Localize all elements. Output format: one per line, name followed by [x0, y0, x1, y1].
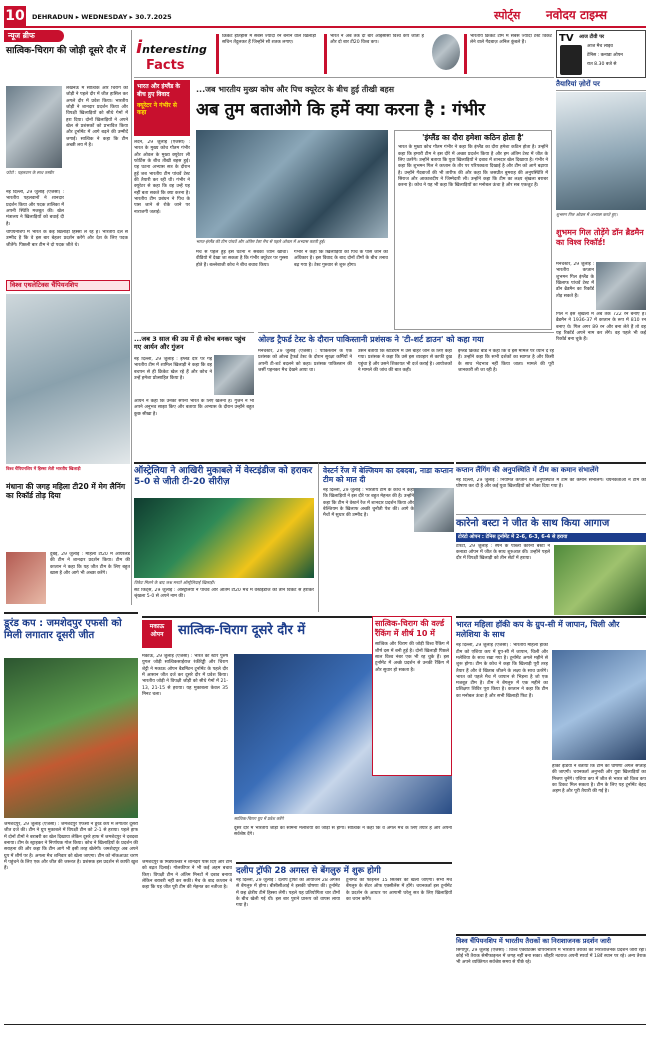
quote-text: 'इंग्लैंड का दौरा हमेशा कठिन होता है': [422, 133, 524, 142]
lead-photo: [196, 130, 388, 238]
edition-line: DEHRADUN ▸ WEDNESDAY ▸ 30.7.2025: [32, 13, 172, 21]
carino-headline: कारेनो बस्टा ने जीत के साथ किया आगाज: [456, 518, 610, 529]
ticker-text: विश्व एथलेटिक्स चैंपियनशिप: [10, 281, 78, 289]
pak-story: [258, 332, 554, 458]
lead-side-1: भारत और इंग्लैंड के बीच हुए विवाद: [137, 83, 181, 98]
quote-box: [394, 130, 552, 330]
tv-row-3: रात 8.30 बजे से: [587, 62, 617, 67]
women-text-2: हॉकी इंडिया ने बताया कि टीम की घोषणा अगले सप्ताह की जाएगी। चयनकर्ता अनुभवी और युवा खिलाड़ियों का मिश्रण चुनेंगे। एशिया कप में जीत से भारत को विश्व कप का टिकट मिल सकता है। टीम के लिए यह टूर्नामेंट बेहद अहम है और पूरी तैयारी की गई है।: [552, 764, 646, 795]
football-text-2: जमशेदपुर के मिडफील्डर ने शानदार पास दिए और टीम को बढ़त दिलाई। गोलकीपर ने भी कई अहम बचाव किए। विपक्षी टीम ने अंतिम मिनटों में दबाव बनाया लेकिन बराबरी नहीं कर सकी। मैच के बाद कप्तान ने कहा कि यह जीत पूरी टीम की मेहनत का नतीजा है।: [142, 860, 232, 891]
player-photo: [6, 552, 46, 604]
women-story: [456, 616, 646, 932]
fact-photo: [432, 34, 460, 70]
facts-title-2: Facts: [146, 57, 185, 73]
brand-logo: नवोदय टाइम्स: [546, 8, 608, 22]
satwik-badge-1: मकाऊ: [149, 623, 165, 630]
brief-headline-3: मंधाना की जगह महिला टी20 में मेग लैनिंग का रिकॉर्ड तोड़ दिया: [6, 482, 126, 500]
lead-headline: [196, 96, 552, 124]
lead-photo-caption: भारत-इंग्लैंड की टीम पांचवें और अंतिम टेस्ट मैच से पहले ओवल में अभ्यास करती हुई।: [196, 239, 326, 244]
satwik-sub: सात्विक-चिराग ग्रुप में प्रवेश करेंगे: [234, 816, 284, 821]
pak-headline: ओल्ड ट्रैफर्ड टेस्ट के दौरान पाकिस्तानी प्रशंसक ने 'टी-शर्ट डाउन' को कहा गया: [258, 335, 484, 344]
duleep-story: [142, 860, 452, 1022]
women-text: नई दिल्ली, 29 जुलाई (एजेंसी) : भारतीय महिला हॉकी टीम को एशिया कप में ग्रुप-सी में जापान, चिली और मलेशिया के साथ रखा गया है। टूर्नामेंट अगले महीने से शुरू होगा। टीम के कोच ने कहा कि खिलाड़ी पूरी तरह तैयार हैं और वे खिताब जीतने के लक्ष्य के साथ उतरेंगे। भारत को पहले मैच में जापान से भिड़ना है जो एक मजबूत टीम है। टीम ने बेंगलुरु में एक महीने का प्रशिक्षण शिविर पूरा किया है। कप्तान ने कहा कि टीम का मनोबल ऊंचा है और सभी खिलाड़ी फिट हैं।: [456, 643, 548, 699]
fact-1: क्रिकेट इतिहास में सबसे ज्यादा रन बनाने वाले खिलाड़ी सचिन तेंदुलकर हैं जिन्होंने सौ शतक लगाए।: [216, 34, 316, 74]
pak-text-1: मैनचेस्टर, 29 जुलाई (एजेंसी) : पाकिस्तान के एक प्रशंसक को ओल्ड ट्रैफर्ड टेस्ट के दौरान सुरक्षा कर्मियों ने अपनी टी-शर्ट बदलने को कहा। प्रशंसक पाकिस्तान की जर्सी पहनकर मैच देखने आया था।: [258, 349, 352, 373]
athlete-caption: विश्व चैंपियनशिप में हिस्सा लेती भारतीय खिलाड़ी: [6, 466, 81, 471]
athlete-photo: [6, 294, 130, 464]
carino-text: टोरंटो, 29 जुलाई : स्पेन के पाब्लो कारेनो बस्टा ने कनाडा ओपन में जीत के साथ शुरुआत की। उन्होंने पहले दौर में विपक्षी खिलाड़ी को तीन सेटों में हराया।: [456, 543, 550, 562]
arshdeep-story: [134, 332, 254, 458]
brief-headline: सात्विक-चिराग की जोड़ी दूसरे दौर में: [6, 46, 126, 56]
brief-caption: फोटो : पहलवान के साथ तस्वीर: [6, 170, 54, 175]
satwik-text-2: दूसरे दौर में भारतीय जोड़ी का सामना मलेशिया की जोड़ी से होगा। सात्विक ने कहा कि वे अगले मैच के लिए तैयार हैं और अपना सर्वश्रेष्ठ देंगे।: [234, 826, 452, 838]
duleep-text-1: नई दिल्ली, 29 जुलाई : दलीप ट्रॉफी का आयोजन 28 अगस्त से बेंगलुरु में होगा। बीसीसीआई ने इसकी घोषणा की। टूर्नामेंट में छह क्षेत्रीय टीमें हिस्सा लेंगी। पहले यह प्रतियोगिता चार टीमों के बीच खेली गई थी। इस बार पुराने प्रारूप को वापस लाया गया है।: [236, 878, 340, 909]
tv-row-2: टेनिस : कनाडा ओपन: [587, 53, 623, 58]
brief-text-4: दुबई, 29 जुलाई : महिला टी20 में आयरलैंड की टीम ने शानदार प्रदर्शन किया। टीम की कप्तान ने कहा कि यह जीत टीम के लिए बहुत खास है और आगे भी अच्छा करेंगे।: [50, 552, 130, 576]
tv-box: [556, 30, 646, 78]
lead-col-2: मैच से पहले हुई इस घटना ने सबका ध्यान खींचा। वीडियो में देखा जा सकता है कि गंभीर क्यूरेटर पर गुस्सा होते हैं। बल्लेबाजी कोच ने बीच बचाव किया।: [196, 250, 288, 268]
swim-headline: विश्व चैंपियनशिप में भारतीय तैराकों का निराशाजनक प्रदर्शन जारी: [456, 937, 611, 945]
arshdeep-headline: ...जब 3 साल की उम्र में ही कोच बनकर पहुंच गए आर्यन और गुंजन: [134, 335, 246, 352]
gill-photo: [596, 262, 646, 310]
swim-story: [456, 934, 646, 1022]
football-story: [4, 612, 138, 1022]
brief-text: लखनऊ में सात्विक और चिराग की जोड़ी ने पहले दौर में जीत हासिल कर अगले दौर में प्रवेश किया। भारतीय जोड़ी ने शानदार प्रदर्शन किया और विपक्षी खिलाड़ियों को सीधे गेमों में हरा दिया। दोनों खिलाड़ियों ने अपने खेल से प्रशंसकों को प्रभावित किया और टूर्नामेंट में आगे बढ़ने की उम्मीदें जगाईं। सात्विक ने कहा कि टीम अच्छी लय में है।: [66, 86, 128, 148]
rank-box: [372, 616, 452, 776]
brief-text-3: चैंपियनशिप में भारत के कई खिलाड़ी हिस्सा ले रहे हैं। भारतीय दल से उम्मीद है कि वे इस बार बेहतर प्रदर्शन करेंगे और देश के लिए पदक जीतेंगे। पिछली बार टीम ने दो पदक जीते थे।: [6, 230, 128, 248]
masthead: [4, 4, 646, 28]
rank-headline: सात्विक-चिराग की वर्ल्ड रैंकिंग में शीर्ष 10 में: [375, 619, 445, 638]
rank-text: सात्विक और चिराग की जोड़ी विश्व रैंकिंग में शीर्ष दस में बनी हुई है। दोनों खिलाड़ी पिछले साल विश्व नंबर एक भी रह चुके हैं। इस टूर्नामेंट में अच्छे प्रदर्शन से उनकी रैंकिंग में और सुधार हो सकता है।: [375, 642, 449, 673]
kaptan-text: नई दिल्ली, 29 जुलाई : नियमित कप्तान की अनुपस्थिति में टीम की कमान संभालेंगे। चयनकर्ताओं ने टीम की घोषणा कर दी है और कई युवा खिलाड़ियों को मौका दिया गया है।: [456, 477, 646, 489]
satwik-badge-2: ओपन: [150, 630, 164, 638]
arshdeep-photo: [214, 355, 254, 395]
brief-column: [4, 30, 132, 605]
ticker-bar: [6, 280, 130, 291]
tv-row-1: आज मैच लाइव: [587, 44, 613, 49]
pune-text: नई दिल्ली, 29 जुलाई : भारतीय टीम के कोच ने कहा कि खिलाड़ियों ने इस दौरे पर बहुत मेहनत की है। उन्होंने कहा कि टीम ने वेस्टर्न रेंज में शानदार प्रदर्शन किया और बेल्जियम के खिलाफ अच्छी चुनौती पेश की। आगे के मैचों में सुधार की उम्मीद है।: [323, 488, 414, 519]
right-caption: शुभमन गिल ओवल में अभ्यास करते हुए।: [556, 212, 618, 217]
fact-3: भारतीय क्रिकेट टीम में सबसे ज्यादा टेस्ट विकेट लेने वाले गेंदबाज़ अनिल कुंबले हैं।: [464, 34, 552, 74]
women-headline: भारत महिला हॉकी कप के ग्रुप-सी में जापान, चिली और मलेशिया के साथ: [456, 620, 620, 639]
arshdeep-text-2: आर्यन ने कहा कि उनका सपना भारत के लिए खेलना है। गुंजन ने भी अपने अनुभव साझा किए और बताया कि अभ्यास के दौरान उन्होंने बहुत कुछ सीखा है।: [134, 399, 254, 417]
windies-caption: विकेट मिलने के बाद जश्न मनाते ऑस्ट्रेलियाई खिलाड़ी।: [134, 580, 215, 585]
windies-photo: [134, 498, 314, 578]
kaptan-headline: कप्तान लैंगिंग की अनुपस्थिति में टीम का कमान संभालेंगे: [456, 466, 599, 474]
tv-sub: आज टीवी पर: [579, 34, 605, 40]
pune-photo: [414, 488, 454, 532]
right-headline: शुभमन गिल तोड़ेंगे डॉन ब्रैडमैन का विश्व रिकॉर्ड!: [556, 228, 644, 247]
football-text: जमशेदपुर, 29 जुलाई (एजेंसी) : जमशेदपुर एफसी ने डूरंड कप में लगातार दूसरी जीत दर्ज की। टीम ने ग्रुप मुकाबले में विपक्षी टीम को 2-1 से हराया। पहले हाफ में दोनों टीमों ने बराबरी का खेल दिखाया लेकिन दूसरे हाफ में जमशेदपुर ने दबदबा बनाया। टीम के स्ट्राइकर ने निर्णायक गोल किया। कोच ने खिलाड़ियों के प्रदर्शन की सराहना की और कहा कि टीम आगे भी इसी तरह खेलेगी। जमशेदपुर अब अपने ग्रुप में शीर्ष पर है। अगला मैच शनिवार को खेला जाएगा। टीम को नॉकआउट चरण में पहुंचने के लिए एक और जीत की जरूरत है। प्रशंसक इस प्रदर्शन से काफी खुश हैं।: [4, 822, 138, 872]
pune-story: [318, 462, 454, 612]
kaptan-story: [456, 462, 646, 512]
satwik-headline: सात्विक-चिराग दूसरे दौर में: [178, 623, 306, 638]
duleep-headline: दलीप ट्रॉफी 28 अगस्त से बेंगलुरु में शुरू होगी: [236, 862, 452, 878]
right-title: तैयारियां ज़ोरों पर: [556, 80, 646, 91]
arshdeep-text: नई दिल्ली, 29 जुलाई : इंग्लैंड दौरे पर गई भारतीय टीम में शामिल खिलाड़ी ने कहा कि वह बचपन से ही क्रिकेट खेल रहे हैं और कोच ने उन्हें हमेशा प्रोत्साहित किया है।: [134, 357, 212, 381]
facts-title-1: nteresting: [142, 43, 207, 56]
quote-body: भारत के मुख्य कोच गौतम गंभीर ने कहा कि इंग्लैंड का दौरा हमेशा कठिन होता है। उन्होंने कहा कि हमारी टीम ने इस दौरे में अच्छा प्रदर्शन किया है और हम अंतिम टेस्ट में जीत के लिए उतरेंगे। उन्होंने बताया कि युवा खिलाड़ियों ने दबाव में शानदार खेल दिखाया है। गंभीर ने कहा कि शुभमन गिल ने कप्तान के तौर पर परिपक्वता दिखाई है और टीम को आगे बढ़ाया है। उन्होंने गेंदबाजों की भी तारीफ की और कहा कि जसप्रीत बुमराह की अनुपस्थिति में सिराज और आकाशदीप ने जिम्मेदारी ली। उन्होंने कहा कि टीम का लक्ष्य श्रृंखला बराबर करना है। कोच ने यह भी कहा कि खिलाड़ियों का मनोबल ऊंचा है और सब एकजुट हैं।: [398, 145, 548, 189]
satwik-text: मकाऊ, 29 जुलाई (एजेंसी) : भारत की स्टार पुरुष युगल जोड़ी सात्विकसाईराज रंकीरेड्डी और चिराग शेट्टी ने मकाऊ ओपन बैडमिंटन टूर्नामेंट के पहले दौर में आसान जीत दर्ज कर दूसरे दौर में प्रवेश किया। भारतीय जोड़ी ने विपक्षी जोड़ी को सीधे गेमों में 21-13, 21-15 से हराया। यह मुकाबला केवल 35 मिनट चला।: [142, 654, 228, 697]
pune-headline: वेस्टर्न रेंज में बेल्जियम का दबदबा, नाडा कप्तान टीम को मात दी: [323, 466, 454, 484]
section-title: स्पोर्ट्स: [494, 9, 521, 22]
lead-headline-text: अब तुम बताओगे कि हमें क्या करना है : गंभीर: [196, 100, 486, 120]
brief-label: न्यूज ब्रीफ: [4, 30, 64, 42]
pak-text-3: इंग्लैंड क्रिकेट बोर्ड ने कहा कि वे इस मामले पर ध्यान दे रहे हैं। उन्होंने कहा कि सभी दर्शकों का स्वागत है और किसी के साथ भेदभाव नहीं किया जाता। मामले की पूरी जानकारी ली जा रही है।: [458, 349, 554, 373]
satwik-badge: [142, 620, 172, 648]
page-number: 10: [5, 8, 25, 24]
carino-score: टोरंटो ओपन : टेनिस टूर्नामेंट में 2-6, 6-3, 6-4 से हराया: [456, 533, 646, 542]
carino-story: [456, 514, 646, 614]
right-panel: [556, 80, 646, 460]
fact-2: भारत ने अब तक दो बार आईसीसी विश्व कप जीता है और दो बार टी20 विश्व कप।: [324, 34, 424, 74]
facts-i: i: [136, 37, 143, 58]
right-text-2: गिल ने इस श्रृंखला में अब तक 722 रन बनाए हैं। ब्रैडमैन ने 1936-37 में कप्तान के रूप में 810 रन बनाए थे। गिल अगर 89 रन और बना लेते हैं तो वह यह रिकॉर्ड अपने नाम कर लेंगे। वह पहले भी कई रिकॉर्ड बना चुके हैं।: [556, 312, 646, 343]
divider-bottom: [4, 1024, 646, 1025]
duleep-text-2: टूर्नामेंट का फाइनल 15 सितंबर को खेला जाएगा। सभी मैच बेंगलुरु के सेंटर ऑफ एक्सीलेंस में होंगे। चयनकर्ता इस टूर्नामेंट के प्रदर्शन के आधार पर आगामी घरेलू सत्र के लिए खिलाड़ियों का चयन करेंगे।: [346, 878, 452, 902]
lead-col-3: गंभीर ने कहा कि खिलाड़ियों को पिच के पास जाने का अधिकार है। इस विवाद के बाद दोनों टीमों के बीच तनाव बढ़ गया है। टेस्ट गुरुवार से शुरू होगा।: [294, 250, 388, 268]
carino-photo: [554, 545, 646, 615]
lead-side-box: [134, 80, 190, 136]
football-headline: डूरंड कप : जमशेदपुर एफसी को मिली लगातार दूसरी जीत: [4, 618, 122, 641]
brief-text-2: नई दिल्ली, 29 जुलाई (एजेंसी) : भारतीय पहलवानों ने शानदार प्रदर्शन किया और पदक तालिका में अपनी स्थिति मजबूत की। खेल मंत्रालय ने खिलाड़ियों को बधाई दी है।: [6, 190, 64, 227]
facts-title: [136, 36, 208, 72]
facts-band: [134, 30, 554, 78]
tv-icon: [560, 45, 582, 75]
football-photo: [4, 658, 138, 818]
women-photo: [552, 650, 646, 760]
windies-text: सेंट किट्स, 29 जुलाई : ऑस्ट्रेलिया ने पांचवें और अंतिम टी20 मैच में वेस्टइंडीज को तीन विकेट से हराकर श्रृंखला 5-0 से अपने नाम की।: [134, 588, 314, 600]
tv-label: TV: [559, 33, 574, 44]
right-text: मैनचेस्टर, 29 जुलाई : भारतीय कप्तान शुभमन गिल इंग्लैंड के खिलाफ पांचवें टेस्ट में डॉन ब्रैडमैन का रिकॉर्ड तोड़ सकते हैं।: [556, 262, 594, 299]
lead-col-1: लंदन, 29 जुलाई (एजेंसी) : भारत के मुख्य कोच गौतम गंभीर और ओवल के मुख्य क्यूरेटर ली फोर्टिस के बीच तीखी बहस हुई। यह घटना अभ्यास सत्र के दौरान हुई जब भारतीय टीम पांचवें टेस्ट की तैयारी कर रही थी। गंभीर ने क्यूरेटर से कहा कि वह उन्हें यह नहीं बता सकते कि क्या करना है। भारतीय टीम प्रबंधन ने पिच के पास जाने से रोके जाने पर नाराजगी जताई।: [134, 140, 190, 215]
windies-headline: ऑस्ट्रेलिया ने आखिरी मुकाबले में वेस्टइंडीज को हराकर 5-0 से जीती टी-20 सीरीज़: [134, 466, 313, 487]
swim-text: सिंगापुर, 29 जुलाई (एजेंसी) : विश्व एक्वेटिक्स चैंपियनशिप में भारतीय तैराकों का निराशाजनक प्रदर्शन जारी रहा। कोई भी तैराक सेमीफाइनल में जगह नहीं बना सका। श्रीहरि नटराज अपनी स्पर्धा में 18वें स्थान पर रहे। अन्य तैराक भी अपने व्यक्तिगत सर्वश्रेष्ठ समय से पीछे रहे।: [456, 947, 646, 966]
lead-kicker: ...जब भारतीय मुख्य कोच और पिच क्यूरेटर के बीच हुई तीखी बहस: [196, 85, 395, 94]
lead-side-2: क्यूरेटर ने गंभीर से कहा: [137, 101, 177, 117]
pak-text-2: उसने बताया कि स्टेडियम में उसे बाहर जाने के लिए कहा गया। प्रशंसक ने कहा कि उसे इस व्यवहार से काफी दुख पहुंचा है और उसने शिकायत भी दर्ज कराई है। आयोजकों ने मामले की जांच की बात कही।: [358, 349, 452, 373]
brief-photo: [6, 86, 62, 168]
right-photo: [556, 92, 646, 210]
